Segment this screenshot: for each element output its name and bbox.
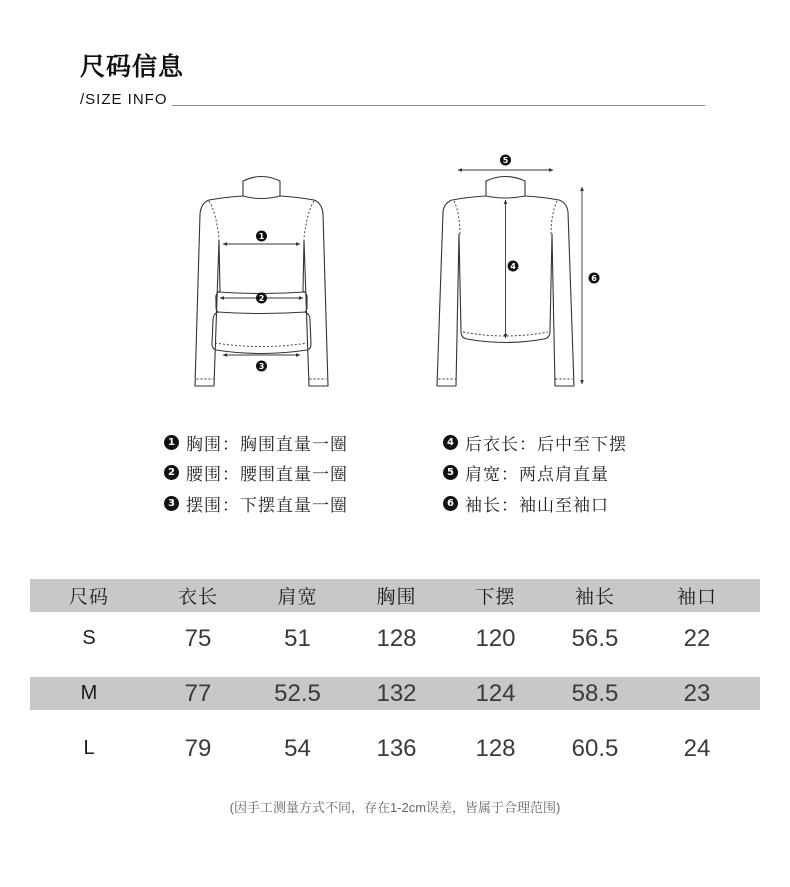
marker-5-number: 5 (502, 155, 509, 165)
column-header: 尺码 (68, 587, 109, 608)
legend-label: 袖长： (465, 495, 519, 515)
marker-2-number: 2 (258, 293, 265, 303)
measurement-disclaimer: (因手工测量方式不同，存在1-2cm误差，皆属于合理范围) (229, 800, 561, 815)
legend-label: 胸围： (186, 434, 240, 454)
table-cell: 128 (376, 624, 417, 652)
table-cell: 51 (284, 624, 311, 652)
table-cell: 120 (475, 624, 516, 652)
legend-desc: 下摆直量一圈 (240, 495, 348, 515)
column-header: 袖口 (676, 587, 717, 608)
table-cell: 124 (475, 679, 516, 707)
column-header: 衣长 (177, 587, 218, 608)
column-header: 肩宽 (277, 587, 318, 608)
legend-item-sleeve (443, 493, 673, 513)
marker-6-number: 6 (591, 273, 597, 283)
legend-label: 摆围： (186, 495, 240, 515)
size-label: M (80, 682, 98, 704)
page-title: 尺码信息 (80, 53, 185, 81)
marker-4-number: 4 (510, 261, 516, 271)
legend-label: 腰围： (186, 465, 240, 484)
table-cell: 56.5 (571, 624, 619, 652)
legend-desc: 腰围直量一圈 (240, 465, 348, 484)
legend-number-badge: 3 (164, 496, 179, 511)
legend-number-badge: 6 (443, 496, 458, 511)
table-row (30, 732, 760, 765)
table-cell: 52.5 (274, 679, 321, 707)
legend-number-badge: 5 (443, 465, 458, 480)
legend-label: 后衣长： (465, 434, 537, 454)
table-cell: 77 (184, 679, 212, 707)
marker-3 (256, 361, 267, 372)
legend-item-back-length (443, 432, 673, 452)
legend-number-badge: 4 (443, 435, 458, 450)
legend-column-left (164, 432, 394, 524)
table-cell: 132 (376, 679, 417, 707)
marker-6 (589, 273, 600, 284)
marker-5 (500, 155, 511, 166)
table-cell: 58.5 (571, 679, 619, 707)
table-cell: 24 (683, 734, 711, 762)
marker-1 (256, 231, 267, 242)
legend-item-chest (164, 432, 394, 452)
table-cell: 128 (475, 734, 516, 762)
legend-number-badge: 1 (164, 435, 179, 450)
legend-desc: 胸围直量一圈 (240, 434, 348, 454)
table-cell: 75 (184, 624, 212, 652)
table-row (30, 622, 760, 655)
table-cell: 60.5 (571, 734, 619, 762)
table-cell: 79 (184, 734, 212, 762)
legend-label: 肩宽： (465, 465, 519, 484)
column-header: 下摆 (475, 587, 516, 608)
marker-4 (508, 261, 519, 272)
subtitle-row (80, 91, 705, 109)
marker-3-number: 3 (258, 361, 265, 371)
column-header: 胸围 (376, 587, 417, 608)
column-header: 袖长 (574, 587, 615, 608)
legend-number-badge: 2 (164, 465, 179, 480)
table-row (30, 677, 760, 710)
table-cell: 22 (683, 624, 711, 652)
page-subtitle: /SIZE INFO (80, 91, 168, 108)
size-label: S (82, 627, 96, 649)
table-cell: 54 (284, 734, 311, 762)
garment-diagram (180, 145, 620, 400)
legend-item-shoulder (443, 463, 673, 483)
size-table-header (30, 579, 760, 612)
table-cell: 23 (683, 679, 711, 707)
legend-desc: 袖山至袖口 (519, 495, 609, 515)
marker-1-number: 1 (258, 231, 265, 241)
legend-column-right (443, 432, 673, 524)
table-cell: 136 (376, 734, 417, 762)
marker-2 (256, 293, 267, 304)
legend-item-waist (164, 463, 394, 483)
legend-desc: 后中至下摆 (537, 434, 627, 454)
legend-item-hem (164, 493, 394, 513)
subtitle-divider (172, 105, 705, 106)
size-label: L (83, 737, 95, 759)
legend-desc: 两点肩直量 (519, 465, 609, 484)
